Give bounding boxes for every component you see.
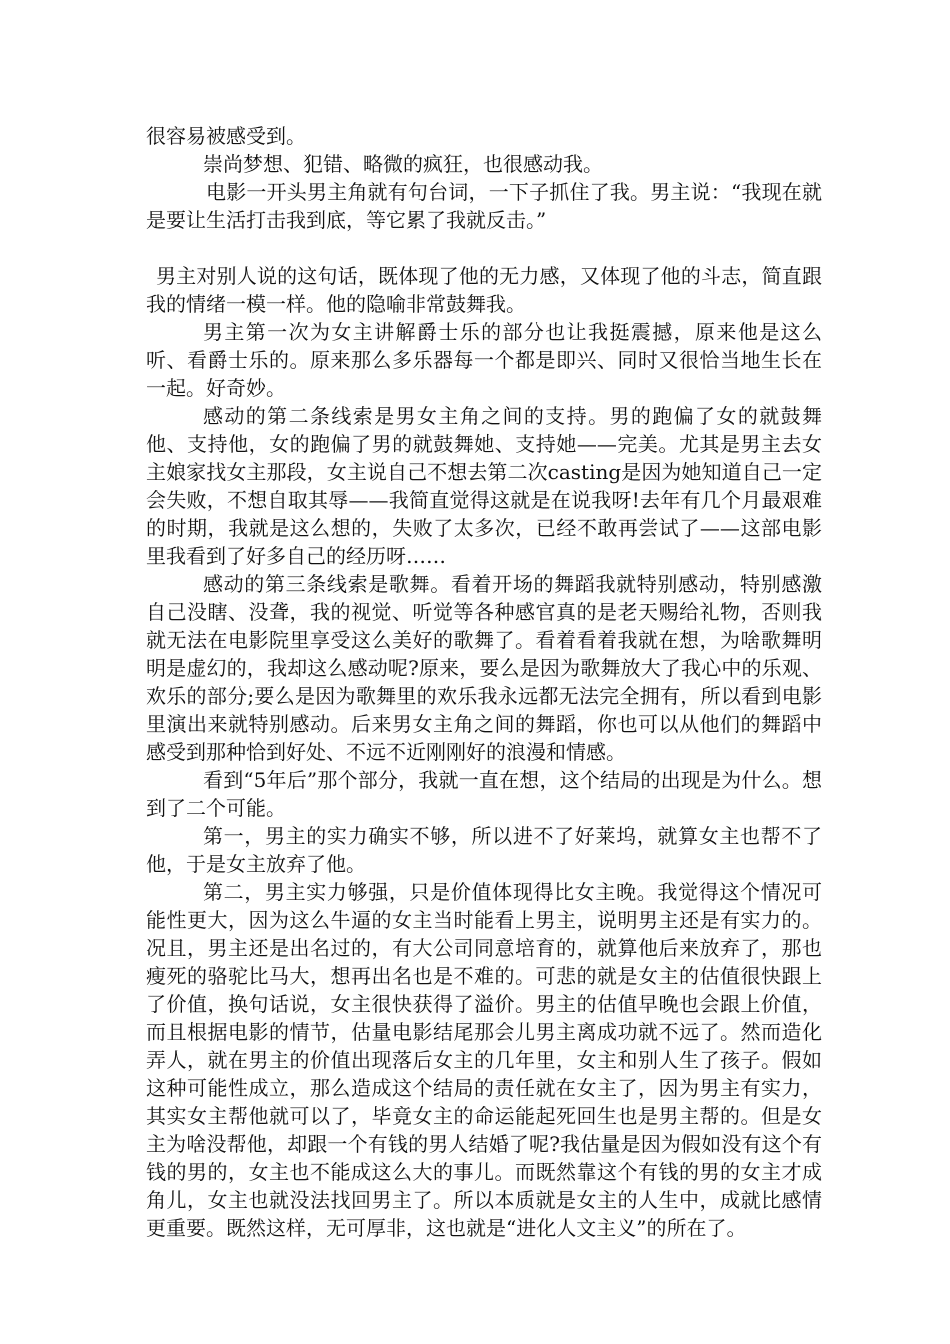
paragraph-5: 男主第一次为女主讲解爵士乐的部分也让我挺震撼，原来他是这么听、看爵士乐的。原来那么多乐器每一个都是即兴、同时又很恰当地生长在一起。好奇妙。 — [146, 320, 822, 400]
paragraph-3: 电影一开头男主角就有句台词，一下子抓住了我。男主说：“我现在就是要让生活打击我到底，等它累了我就反击。” — [146, 180, 822, 232]
document-page — [146, 122, 822, 1242]
paragraph-8: 看到“5年后”那个部分，我就一直在想，这个结局的出现是为什么。想到了二个可能。 — [146, 768, 822, 820]
paragraph-1: 很容易被感受到。 — [146, 124, 306, 148]
blank-line — [146, 234, 822, 262]
paragraph-7: 感动的第三条线索是歌舞。看着开场的舞蹈我就特别感动，特别感激自己没瞎、没聋，我的视觉、听觉等各种感官真的是老天赐给礼物，否则我就无法在电影院里享受这么美好的歌舞了。看着看着我就在想，为啥歌舞明明是虚幻的，我却这么感动呢?原来，要么是因为歌舞放大了我心中的乐观、欢乐的部分;要么是因为歌舞里的欢乐我永远都无法完全拥有，所以看到电影里演出来就特别感动。后来男女主角之间的舞蹈，你也可以从他们的舞蹈中感受到那种恰到好处、不远不近刚刚好的浪漫和情感。 — [146, 572, 822, 764]
paragraph-6: 感动的第二条线索是男女主角之间的支持。男的跑偏了女的就鼓舞他、支持他，女的跑偏了男的就鼓舞她、支持她——完美。尤其是男主去女主娘家找女主那段，女主说自己不想去第二次casting是因为她知道自己一定会失败，不想自取其辱——我简直觉得这就是在说我呀!去年有几个月最艰难的时期，我就是这么想的，失败了太多次，已经不敢再尝试了——这部电影里我看到了好多自己的经历呀…… — [146, 404, 822, 568]
paragraph-9: 第一，男主的实力确实不够，所以进不了好莱坞，就算女主也帮不了他，于是女主放弃了他。 — [146, 824, 822, 876]
paragraph-2: 崇尚梦想、犯错、略微的疯狂，也很感动我。 — [203, 152, 603, 176]
paragraph-4: 男主对别人说的这句话，既体现了他的无力感，又体现了他的斗志，简直跟我的情绪一模一样。他的隐喻非常鼓舞我。 — [146, 264, 822, 316]
paragraph-10: 第二，男主实力够强，只是价值体现得比女主晚。我觉得这个情况可能性更大，因为这么牛逼的女主当时能看上男主，说明男主还是有实力的。况且，男主还是出名过的，有大公司同意培育的，就算他后来放弃了，那也瘦死的骆驼比马大，想再出名也是不难的。可悲的就是女主的估值很快跟上了价值，换句话说，女主很快获得了溢价。男主的估值早晚也会跟上价值，而且根据电影的情节，估量电影结尾那会儿男主离成功就不远了。然而造化弄人，就在男主的价值出现落后女主的几年里，女主和别人生了孩子。假如这种可能性成立，那么造成这个结局的责任就在女主了，因为男主有实力，其实女主帮他就可以了，毕竟女主的命运能起死回生也是男主帮的。但是女主为啥没帮他，却跟一个有钱的男人结婚了呢?我估量是因为假如没有这个有钱的男的，女主也不能成这么大的事儿。而既然靠这个有钱的男的女主才成角儿，女主也就没法找回男主了。所以本质就是女主的人生中，成就比感情更重要。既然这样，无可厚非，这也就是“进化人文主义”的所在了。 — [146, 880, 822, 1240]
